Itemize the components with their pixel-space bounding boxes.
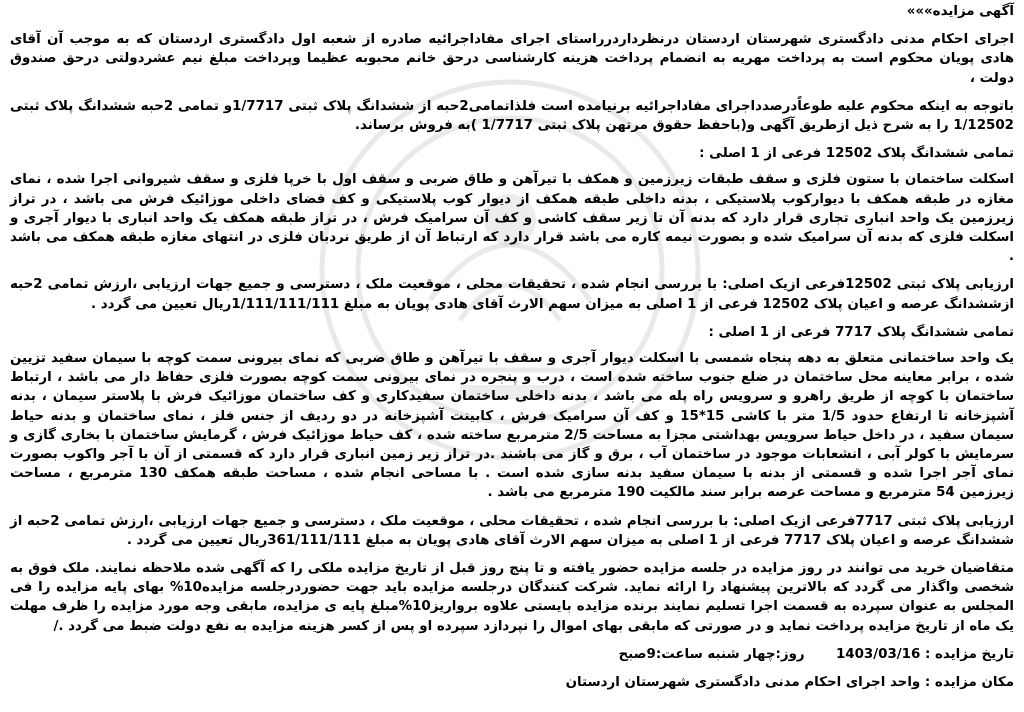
auction-place: مکان مزایده : واحد اجرای احکام مدنی دادگستری شهرستان اردستان — [565, 675, 1014, 691]
auction-day: روز:چهار شنبه — [707, 646, 805, 662]
plot-7717-description: یک واحد ساختمانی متعلق به دهه پنجاه شمسی با اسکلت دیوار آجری و سقف با تیرآهن و طاق ضربی که نمای بیرونی سمت کوچه با سیمان سفید تزیین شده ، برابر معاینه محل ساختمان در ضلع جنوب ساخته شده است ، درب و پنجره در نمای بیرونی سمت کوچه بصورت فلزی حفاظ دار می باشد ، ارتباط ساختمان با کوچه از طریق راهرو و سرویس راه پله می باشد ، بدنه داخلی ساختمان سفیدکاری و کف ساختمان موزائیک فرش با پلاستر سیمان ، بدنه آشپزخانه تا ارتفاع حدود 1/5 متر با کاشی 15*15 و کف آن سرامیک فرش ، کابینت آشپزخانه در دو ردیف از جنس فلز ، نمای ساختمان و بدنه حیاط سیمان سفید ، در داخل حیاط سرویس بهداشتی مجزا به مساحت 2/5 مترمربع ساخته شده ، کف حیاط موزائیک فرش ، گرمایش ساختمان با بخاری گازی و سرمایش با کولر آبی ، انشعابات موجود در ساختمان آب ، برق و گاز می باشند .در تراز زیر زمین انباری قرار دارد که قسمتی از آن با آجر واکوب بصورت نمای آجر اجرا شده و قسمتی از بدنه با سیمان سفید بدنه سازی شده است . با مساحی انجام شده ، مساحت طبقه همکف 130 مترمربع ، مساحت زیرزمین 54 مترمربع و مساحت عرصه برابر سند مالکیت 190 مترمربع می باشد . — [10, 351, 1014, 501]
plot-12502-valuation: ارزیابی پلاک ثبتی 12502فرعی ازیک اصلی: با بررسی انجام شده ، تحقیقات محلی ، موقعیت ملک ، دسترسی و جمیع جهات ارزیابی ،ارزش تمامی 2حبه ازششدانگ عرصه و اعیان پلاک 12502 فرعی از 1 اصلی به میزان سهم الارث آقای هادی پویان به مبلغ 1/111/111/111ریال تعیین می گردد . — [10, 277, 1014, 312]
intro-paragraph: اجرای احکام مدنی دادگستری شهرستان اردستان درنظرداردرراستای اجرای مفاداجرائیه صادره از شعبه اول دادگستری اردستان که به موجب آن آقای هادی پویان محکوم است به پرداخت مهریه به انضمام پرداخت هزینه کارشناسی درحق خانم محبوبه عظیما وپرداخت مبلغ نیم عشردولتی درحق صندوق دولت ، — [10, 32, 1014, 86]
plot-7717-heading: تمامی ششدانگ پلاک 7717 فرعی از 1 اصلی : — [708, 324, 1014, 340]
auction-date-line — [10, 645, 1014, 664]
notice-title: آگهی مزایده»»» — [906, 4, 1014, 19]
auction-date-value: 1403/03/16 — [835, 646, 921, 662]
plot-12502-description: اسکلت ساختمان با ستون فلزی و سقف طبقات زیرزمین و همکف با تیرآهن و طاق ضربی و سقف اول با خرپا فلزی و سقف شیروانی اجرا شده ، نمای مغازه در طبقه همکف با دیوارکوب پلاستیکی ، بدنه داخلی طبقه همکف از دیوار کوب پلاستیکی و کف فضای داخلی موزائیک فرش می باشد ، در تراز زیرزمین یک واحد انباری تجاری قرار دارد که بدنه آن تا زیر سقف کاشی و کف آن سرامیک فرش ، در تراز طبقه همکف یک واحد انباری با دیوار آجری و اسکلت فلزی که بدنه آن سرامیک شده و بصورت نیمه کاره می باشد قرار دارد که ارتباط آن از طریق نردبان فلزی در انتهای مغازه طبقه همکف می باشد . — [10, 172, 1014, 265]
debtor-paragraph: باتوجه به اینکه محکوم علیه طوعاًدرصدداجرای مفاداجرائیه برنیامده است فلذاتمامی2حبه از ششدانگ پلاک ثبتی 1/7717و تمامی 2حبه ششدانگ پلاک ثبتی 1/12502 را به شرح ذیل ازطریق آگهی و(باحفظ حقوق مرتهن پلاک ثبتی 1/7717 )به فروش برساند. — [10, 98, 1014, 134]
auction-conditions: متقاضیان خرید می توانند در روز مزایده در جلسه مزایده حضور یافته و تا پنج روز قبل از تاریخ مزایده ملکی را که آگهی شده ملاحظه نمایند. ملک فوق به شخصی واگذار می گردد که بالاترین پیشنهاد را ارائه نماید. شرکت کنندگان درجلسه مزایده باید جهت حضوردرجلسه مزایده10% بهای پایه مزایده را فی المجلس به عنوان سپرده به قسمت اجرا تسلیم نمایند برنده مزایده بایستی علاوه برواریز10%مبلغ پایه ی مزایده، مابقی وجه مورد مزایده را ظرف مهلت یک ماه از تاریخ مزایده پرداخت نماید و در صورتی که مابقی بهای اموال را نپردازد سپرده او پس از کسر هزینه مزایده به نفع دولت ضبط می گردد ./ — [10, 561, 1014, 634]
auction-date-label: تاریخ مزایده : — [924, 646, 1014, 662]
plot-12502-heading: تمامی ششدانگ پلاک 12502 فرعی از 1 اصلی : — [699, 146, 1014, 162]
auction-time: ساعت:9صبح — [618, 646, 703, 662]
plot-7717-valuation: ارزیابی پلاک ثبتی 7717فرعی ازیک اصلی: با بررسی انجام شده ، تحقیقات محلی ، موقعیت ملک ، دسترسی و جمیع جهات ارزیابی ،ارزش تمامی 2حبه از ششدانگ عرصه و اعیان پلاک 7717 فرعی از 1 اصلی به میزان سهم الارث آقای هادی پویان به مبلغ 361/111/111ریال تعیین می گردد . — [10, 513, 1014, 548]
